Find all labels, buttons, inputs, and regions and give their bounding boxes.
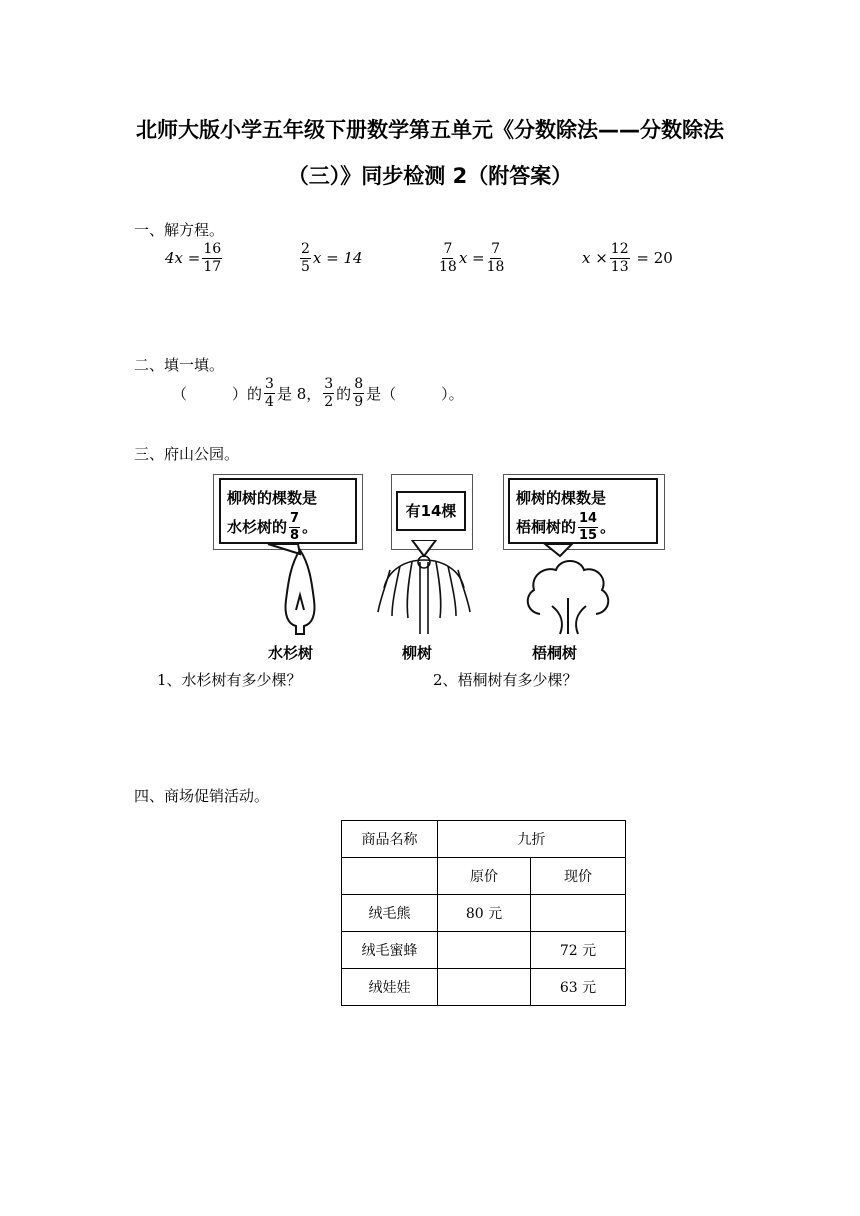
eq3-fraction-1	[439, 242, 457, 274]
row-name: 绒毛蜜蜂	[342, 932, 438, 969]
bubble1-line2: 水杉树的	[227, 518, 288, 537]
eq4-num: 12	[610, 241, 629, 257]
row-current-price: 72 元	[531, 932, 626, 969]
bubble-pointer-1	[268, 544, 300, 554]
promotion-table	[341, 820, 626, 1006]
equation-4	[582, 242, 673, 274]
header-original-price: 原价	[438, 858, 531, 895]
table-row	[342, 969, 626, 1006]
tree-label-willow: 柳树	[402, 644, 433, 662]
eq3-fraction-2	[487, 242, 505, 274]
page-title-line1: 北师大版小学五年级下册数学第五单元《分数除法——分数除法	[136, 118, 724, 142]
row-original-price	[438, 969, 531, 1006]
table-subheader-row	[342, 858, 626, 895]
question-1: 1、水杉树有多少棵？	[157, 671, 302, 689]
bubble3-den: 15	[579, 527, 598, 543]
f3-den: 9	[354, 393, 364, 410]
eq2-num: 2	[301, 241, 310, 257]
eq1-lhs: 4x =	[165, 249, 201, 268]
eq4-lhs: x ×	[582, 249, 608, 268]
header-product-name: 商品名称	[342, 821, 438, 858]
bubble3-fraction	[578, 512, 598, 542]
equation-1	[165, 242, 224, 274]
trees-illustration	[200, 540, 670, 650]
bubble-willow-count: 有14棵	[396, 491, 466, 531]
question-2: 2、梧桐树有多少棵？	[433, 671, 578, 689]
f1-den: 4	[265, 393, 274, 410]
row-current-price: 63 元	[531, 969, 626, 1006]
bubble3-num: 14	[579, 511, 598, 526]
bubble1-den: 8	[290, 527, 300, 543]
bubble3-line1: 柳树的棵数是	[516, 489, 607, 507]
eq4-den: 13	[610, 258, 629, 275]
f2-num: 3	[324, 376, 334, 392]
f2-den: 2	[324, 393, 334, 410]
subheader-empty	[342, 858, 438, 895]
eq2-fraction	[300, 242, 311, 274]
eq3-den2: 18	[486, 258, 505, 275]
row-original-price: 80 元	[438, 895, 531, 932]
eq3-mid: x =	[458, 249, 485, 268]
bubble1-num: 7	[290, 511, 300, 526]
section2-heading: 二、填一填。	[134, 356, 225, 374]
eq1-fraction	[202, 242, 222, 274]
equation-3	[437, 242, 506, 274]
section3-heading: 三、府山公园。	[134, 445, 240, 463]
fill-part3: 的	[336, 384, 352, 403]
table-header-row	[342, 821, 626, 858]
bubble3-line2-row	[516, 512, 650, 542]
f1-num: 3	[265, 376, 274, 392]
eq3-den: 18	[439, 258, 457, 275]
eq1-num: 16	[203, 241, 222, 257]
eq2-den: 5	[301, 258, 310, 275]
page-title-line2: （三）》同步检测 2（附答案）	[287, 164, 573, 188]
bubble-pointer-2	[412, 540, 436, 556]
fill-part4: 是（ ）。	[366, 384, 464, 403]
bubble1-fraction	[289, 512, 300, 542]
tree-label-parasol: 梧桐树	[532, 644, 578, 662]
header-current-price: 现价	[531, 858, 626, 895]
bubble3-line2: 梧桐树的	[516, 518, 577, 537]
bubble1-end: 。	[302, 518, 318, 537]
eq3-num2: 7	[491, 241, 500, 257]
fill-fraction-1	[264, 377, 275, 409]
table-row	[342, 932, 626, 969]
equation-2	[298, 242, 363, 274]
eq3-num: 7	[443, 241, 453, 257]
fill-fraction-2	[323, 377, 334, 409]
fill-in-sentence	[172, 377, 464, 409]
row-current-price	[531, 895, 626, 932]
eq1-den: 17	[203, 258, 222, 275]
bubble-dawn-redwood-ratio	[219, 478, 357, 544]
header-discount: 九折	[438, 821, 626, 858]
section1-heading: 一、解方程。	[134, 221, 225, 239]
table-row	[342, 895, 626, 932]
bubble3-end: 。	[600, 518, 616, 537]
tree-label-dawn-redwood: 水杉树	[268, 644, 314, 662]
eq4-fraction	[610, 242, 630, 274]
fill-part1: （ ）的	[172, 384, 263, 403]
row-name: 绒娃娃	[342, 969, 438, 1006]
willow-tree-icon	[378, 556, 470, 634]
bubble1-line1: 柳树的棵数是	[227, 489, 318, 507]
parasol-tree-icon	[528, 561, 609, 634]
row-name: 绒毛熊	[342, 895, 438, 932]
fill-fraction-3	[353, 377, 364, 409]
eq4-rhs: = 20	[631, 249, 673, 268]
f3-num: 8	[354, 376, 364, 392]
fill-part2: 是 8，	[276, 384, 322, 403]
section4-heading: 四、商场促销活动。	[134, 787, 270, 805]
bubble-pointer-3	[545, 544, 572, 556]
eq2-rest: x = 14	[312, 249, 363, 268]
bubble-parasol-ratio	[508, 478, 658, 544]
bubble1-line2-row	[227, 512, 349, 542]
row-original-price	[438, 932, 531, 969]
dawn-redwood-tree-icon	[285, 550, 314, 634]
